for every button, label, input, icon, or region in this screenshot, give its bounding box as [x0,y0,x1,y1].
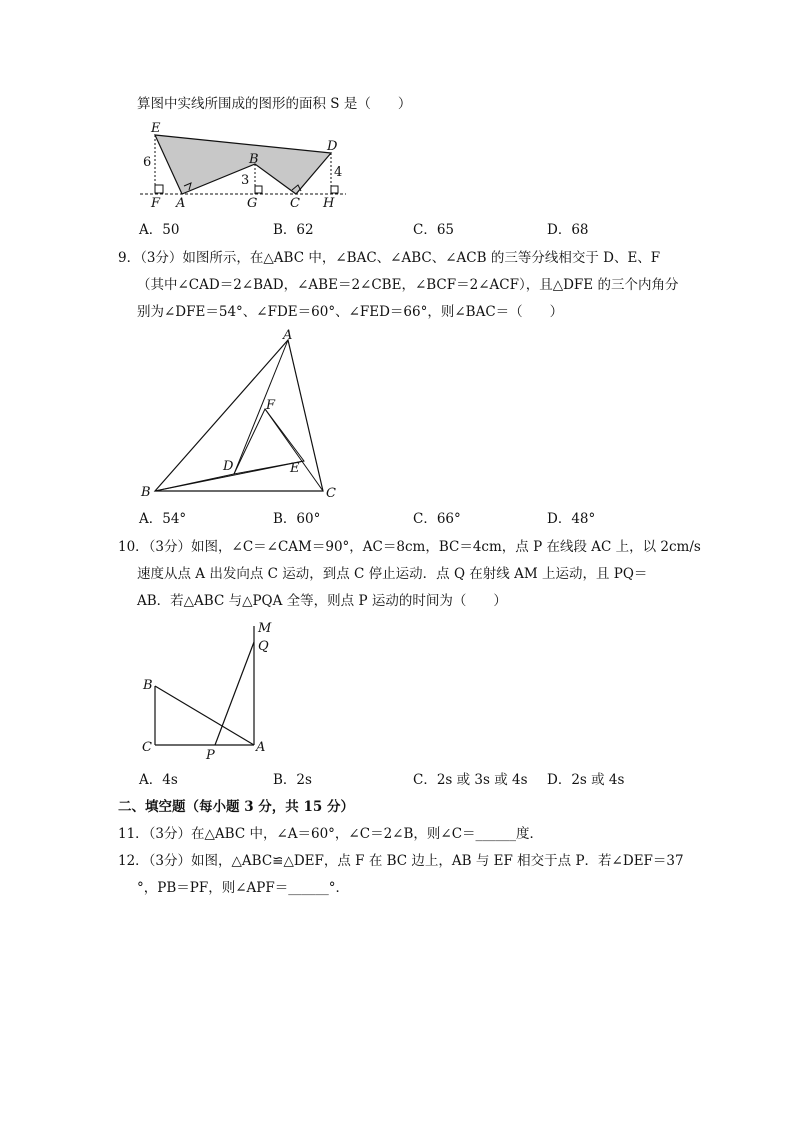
q9-option-d[interactable]: D．48° [547,511,596,527]
q8-label-3: 3 [241,173,250,188]
q8-option-b[interactable]: B．62 [273,222,314,238]
q8-right-angle-g [255,186,262,193]
q10-segment-ba [155,686,254,745]
q9-option-c[interactable]: C．66° [413,511,461,527]
q10-segment-pq [215,642,254,745]
q10-line-3: AB．若△ABC 与△PQA 全等，则点 P 运动的时间为（ ） [137,593,507,609]
q8-figure [140,118,360,211]
q9-line-3: 别为∠DFE＝54°、∠FDE＝60°、∠FED＝66°，则∠BAC＝（ ） [137,304,564,320]
q10-label-b: B [143,678,153,693]
q8-label-h: H [323,196,335,211]
q10-label-p: P [206,748,215,763]
q8-option-c[interactable]: C．65 [413,222,455,238]
q8-label-4: 4 [334,165,343,180]
q8-right-angle-h [331,186,338,193]
q10-option-c[interactable]: C．2s 或 3s 或 4s [413,772,528,788]
q9-line-ad [234,340,288,474]
q10-figure [138,620,298,770]
q10-label-a: A [256,740,266,755]
q11-text: 11．（3分）在△ABC 中，∠A＝60°，∠C＝2∠B，则∠C＝______度． [118,826,544,842]
q9-label-e: E [290,461,300,476]
q8-label-a: A [176,196,186,211]
section-2-heading: 二、填空题（每小题 3 分，共 15 分） [118,799,354,815]
q9-line-2: （其中∠CAD＝2∠BAD，∠ABE＝2∠CBE，∠BCF＝2∠ACF），且△DFE 的三个内角分 [137,277,679,293]
q8-option-d[interactable]: D．68 [547,222,589,238]
q10-label-m: M [258,621,272,636]
q9-option-b[interactable]: B．60° [273,511,321,527]
q8-label-f: F [151,196,161,211]
q10-line-2: 速度从点 A 出发向点 C 运动，到点 C 停止运动．点 Q 在射线 AM 上运动，且 PQ＝ [137,566,648,582]
q9-option-a[interactable]: A．54° [139,511,187,527]
q9-label-f: F [266,398,276,413]
q8-label-c: C [290,196,300,211]
q9-figure [138,330,358,500]
q8-label-g: G [247,196,258,211]
q12-line-1: 12．（3分）如图，△ABC≌△DEF，点 F 在 BC 边上，AB 与 EF 相交于点 P．若∠DEF＝37 [118,853,684,869]
q8-label-6: 6 [143,155,152,170]
q10-line-1: 10．（3分）如图，∠C＝∠CAM＝90°，AC＝8cm，BC＝4cm，点 P 在线段 AC 上，以 2cm/s [118,539,701,555]
q9-label-b: B [141,485,151,500]
q10-label-c: C [142,740,152,755]
q9-label-d: D [223,459,234,474]
q9-label-a: A [283,328,293,343]
q10-option-d[interactable]: D．2s 或 4s [547,772,625,788]
q8-label-d: D [327,139,338,154]
q8-label-e: E [151,121,161,136]
q10-option-a[interactable]: A．4s [139,772,178,788]
q8-label-b: B [249,152,259,167]
q10-option-b[interactable]: B．2s [273,772,312,788]
q9-line-1: 9．（3分）如图所示，在△ABC 中，∠BAC、∠ABC、∠ACB 的三等分线相交于 D、E、F [118,250,661,266]
q8-option-a[interactable]: A．50 [139,222,180,238]
q12-line-2: °，PB＝PF，则∠APF＝______°． [137,880,349,896]
q8-right-angle-f [155,185,163,193]
q8-stem: 算图中实线所围成的图形的面积 S 是（ ） [137,96,412,112]
q10-label-q: Q [258,639,269,654]
q9-label-c: C [326,486,336,501]
